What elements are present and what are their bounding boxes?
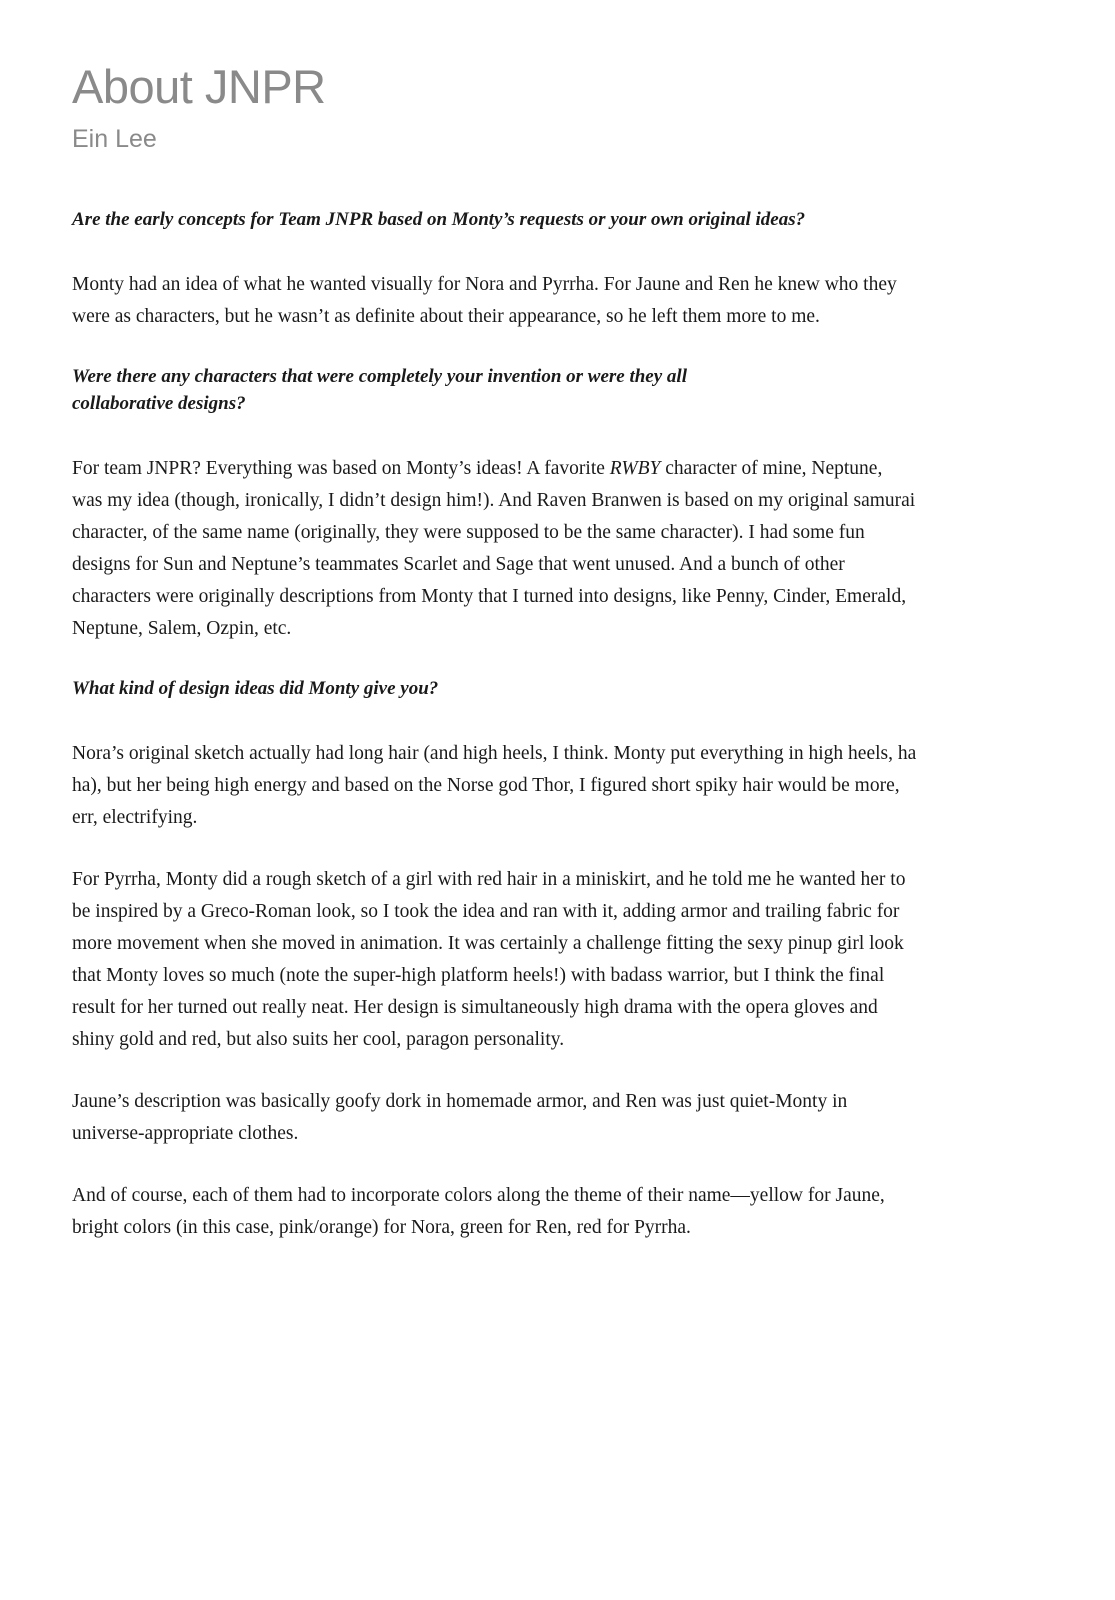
answer-2 — [72, 453, 917, 645]
answer-1: Monty had an idea of what he wanted visually for Nora and Pyrrha. For Jaune and Ren he knew who they were as characters, but he wasn’t as definite about their appearance, so he left them more to me. — [72, 274, 897, 328]
question-3: What kind of design ideas did Monty give you? — [72, 678, 439, 700]
question-1: Are the early concepts for Team JNPR based on Monty’s requests or your own original ideas? — [72, 209, 806, 231]
answer-3: Nora’s original sketch actually had long hair (and high heels, I think. Monty put everything in high heels, ha ha), but her being high energy and based on the Norse god Thor, I figured short spiky hair would be more, err, electrifying. — [72, 743, 917, 829]
answer-5: Jaune’s description was basically goofy dork in homemade armor, and Ren was just quiet-Monty in universe-appropriate clothes. — [72, 1091, 848, 1145]
interview-content — [72, 206, 922, 1244]
answer-2-italic-title: RWBY — [609, 458, 661, 480]
author-name: Ein Lee — [72, 125, 157, 154]
answer-6: And of course, each of them had to incorporate colors along the theme of their name—yellow for Jaune, bright colors (in this case, pink/orange) for Nora, green for Ren, red for Pyrrha. — [72, 1185, 885, 1239]
question-2: Were there any characters that were completely your invention or were they all collaborative designs? — [72, 366, 687, 415]
page-title: About JNPR — [72, 60, 326, 113]
answer-2-part-2: character of mine, Neptune, was my idea (though, ironically, I didn’t design him!). And Raven Branwen is based on my original samurai character, of the same name (originally, they were supposed to be the same character). I had some fun designs for Sun and Neptune’s teammates Scarlet and Sage that went unused. And a bunch of other characters were originally descriptions from Monty that I turned into designs, like Penny, Cinder, Emerald, Neptune, Salem, Ozpin, etc. — [72, 458, 916, 640]
answer-2-part-1: For team JNPR? Everything was based on Monty’s ideas! A favorite — [72, 458, 610, 480]
answer-4: For Pyrrha, Monty did a rough sketch of a girl with red hair in a miniskirt, and he told me he wanted her to be inspired by a Greco-Roman look, so I took the idea and ran with it, adding armor and trailing fabric for more movement when she moved in animation. It was certainly a challenge fitting the sexy pinup girl look that Monty loves so much (note the super-high platform heels!) with badass warrior, but I think the final result for her turned out really neat. Her design is simultaneously high drama with the opera gloves and shiny gold and red, but also suits her cool, paragon personality. — [72, 869, 906, 1051]
document-page — [72, 60, 922, 1274]
